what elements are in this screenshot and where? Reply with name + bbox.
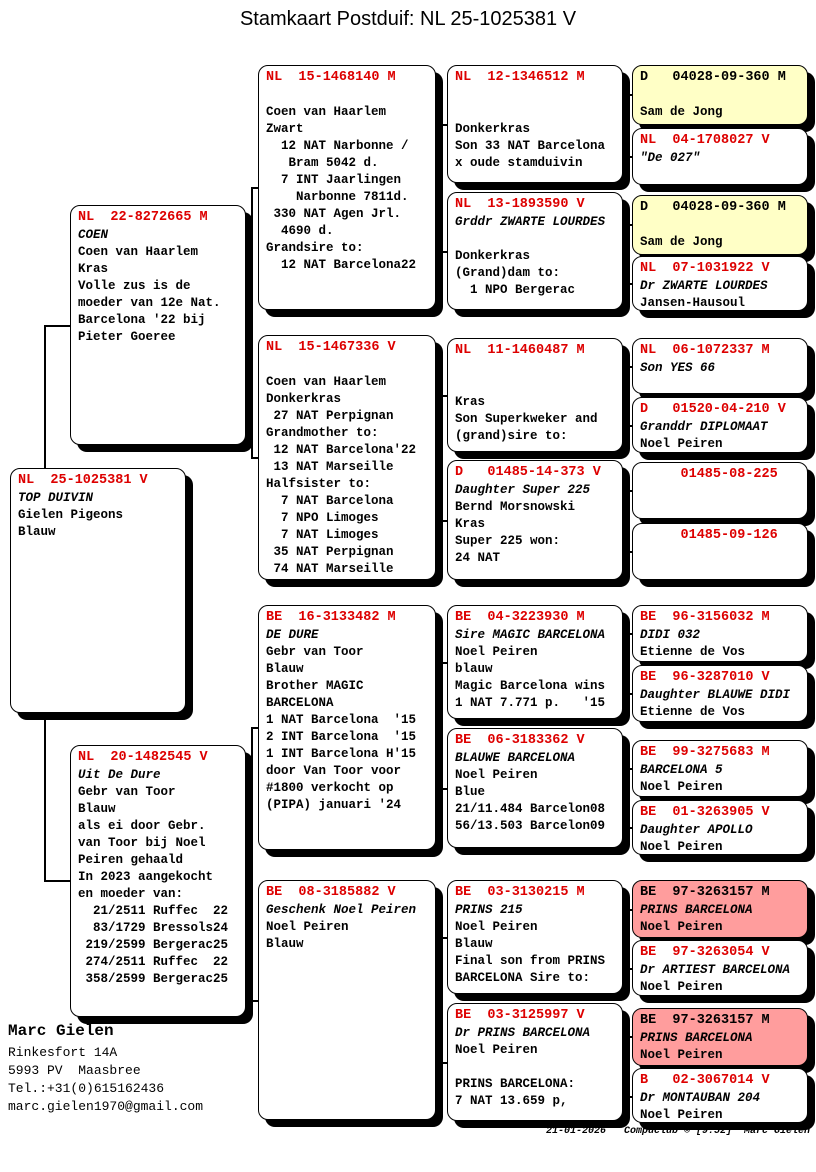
pedigree-text-line: Son Superkweker and xyxy=(455,412,598,426)
connector-line xyxy=(623,124,628,126)
pedigree-text-line: Noel Peiren xyxy=(640,1108,723,1122)
connector-line xyxy=(628,224,630,283)
pedigree-text-line xyxy=(455,1059,615,1076)
ring-number: BE 04-3223930 M xyxy=(455,610,585,625)
pedigree-text-line: In 2023 aangekocht xyxy=(78,870,214,884)
pedigree-text-line: 330 NAT Agen Jrl. xyxy=(266,207,402,221)
ring-number: D 01520-04-210 V xyxy=(640,402,786,417)
ring-number: NL 15-1468140 M xyxy=(266,70,396,85)
ring-number: NL 15-1467336 V xyxy=(266,340,396,355)
ring-number: D 04028-09-360 M xyxy=(640,70,786,85)
pedigree-text-line: Peiren gehaald xyxy=(78,853,184,867)
pedigree-text-line: Grandmother to: xyxy=(266,426,379,440)
pedigree-box-mother xyxy=(70,745,246,1017)
pigeon-name: DIDI 032 xyxy=(640,628,701,642)
pedigree-text-line: blauw xyxy=(455,662,493,676)
pedigree-text-line: 56/13.503 Barcelon09 xyxy=(455,819,606,833)
connector-line xyxy=(623,788,628,790)
pedigree-text-line: 358/2599 Bergerac25 xyxy=(78,972,229,986)
pedigree-text-line: en moeder van: xyxy=(78,887,184,901)
pedigree-box-gggp1 xyxy=(632,65,808,125)
ring-number: BE 16-3133482 M xyxy=(266,610,396,625)
connector-line xyxy=(623,662,628,664)
pedigree-text-line: Gielen Pigeons xyxy=(18,508,124,522)
pedigree-text-line: Gebr van Toor xyxy=(78,785,176,799)
pedigree-text-line xyxy=(455,87,615,104)
connector-line xyxy=(251,1000,258,1002)
pedigree-text-line: 219/2599 Bergerac25 xyxy=(78,938,229,952)
pedigree-box-ggp5 xyxy=(447,605,623,719)
pedigree-box-ggp1 xyxy=(447,65,623,183)
pedigree-text-line: Bernd Morsnowski xyxy=(455,500,576,514)
pigeon-name: PRINS BARCELONA xyxy=(640,903,753,917)
connector-line xyxy=(251,457,258,459)
pedigree-text-line: Halfsister to: xyxy=(266,477,372,491)
pedigree-text-line: 7 NAT 13.659 p, xyxy=(455,1094,568,1108)
owner-phone: Tel.:+31(0)615162436 xyxy=(8,1081,165,1096)
connector-line xyxy=(628,633,630,693)
connector-line xyxy=(623,395,628,397)
pedigree-text-line: Etienne de Vos xyxy=(640,705,746,719)
pedigree-text-line: 1 INT Barcelona H'15 xyxy=(266,747,417,761)
pedigree-text-line: Noel Peiren xyxy=(640,437,723,451)
connector-line xyxy=(251,727,258,729)
pedigree-text-line xyxy=(640,217,800,234)
pedigree-text-line: Narbonne 7811d. xyxy=(266,190,409,204)
ring-number: NL 25-1025381 V xyxy=(18,473,148,488)
owner-address-line: Rinkesfort 14A xyxy=(8,1045,118,1060)
pedigree-box-gp3 xyxy=(258,605,436,850)
ring-number: BE 97-3263054 V xyxy=(640,945,770,960)
connector-line xyxy=(628,94,630,156)
pedigree-text-line: 1 NAT Barcelona '15 xyxy=(266,713,417,727)
pigeon-name: Daughter BLAUWE DIDI xyxy=(640,688,791,702)
pedigree-text-line: Donkerkras xyxy=(455,249,531,263)
pigeon-name: TOP DUIVIN xyxy=(18,491,94,505)
ring-number: BE 96-3287010 V xyxy=(640,670,770,685)
pedigree-box-subject xyxy=(10,468,186,713)
pigeon-name: Geschenk Noel Peiren xyxy=(266,903,417,917)
pedigree-box-ggp7 xyxy=(447,880,623,994)
pigeon-name: Grddr ZWARTE LOURDES xyxy=(455,215,606,229)
pigeon-name: Daughter Super 225 xyxy=(455,483,591,497)
pedigree-text-line: 12 NAT Barcelona'22 xyxy=(266,443,417,457)
connector-line xyxy=(436,727,441,729)
pedigree-text-line: Sam de Jong xyxy=(640,235,723,249)
connector-line xyxy=(251,187,258,189)
connector-line xyxy=(441,124,443,251)
pedigree-text-line: Final son from PRINS xyxy=(455,954,606,968)
pedigree-text-line: door Van Toor voor xyxy=(266,764,402,778)
ring-number: BE 99-3275683 M xyxy=(640,745,770,760)
pedigree-text-line: 1 NPO Bergerac xyxy=(455,283,576,297)
ring-number: D 04028-09-360 M xyxy=(640,200,786,215)
pedigree-box-gp2 xyxy=(258,335,436,580)
pedigree-text-line: Barcelona '22 bij xyxy=(78,313,206,327)
pedigree-box-gggp13 xyxy=(632,880,808,938)
pedigree-text-line: Coen van Haarlem xyxy=(266,105,387,119)
connector-line xyxy=(628,366,630,425)
connector-line xyxy=(623,937,628,939)
pedigree-text-line: Noel Peiren xyxy=(455,768,538,782)
connector-line xyxy=(623,520,628,522)
pedigree-box-gggp7 xyxy=(632,462,808,519)
pedigree-text-line: Kras xyxy=(78,262,109,276)
ring-number: NL 06-1072337 M xyxy=(640,343,770,358)
pedigree-box-gggp5 xyxy=(632,338,808,394)
owner-address-line: 5993 PV Maasbree xyxy=(8,1063,141,1078)
pedigree-text-line: Noel Peiren xyxy=(640,780,723,794)
pedigree-text-line: Sam de Jong xyxy=(640,105,723,119)
ring-number: D 01485-14-373 V xyxy=(455,465,601,480)
print-footer: 21-01-2026 Compuclub © [9.52] Marc Gielen xyxy=(545,1126,810,1137)
pedigree-text-line: Noel Peiren xyxy=(640,840,723,854)
pedigree-text-line: 7 NAT Limoges xyxy=(266,528,379,542)
pedigree-text-line: Gebr van Toor xyxy=(266,645,364,659)
owner-block xyxy=(8,1018,203,1116)
pedigree-text-line xyxy=(640,87,800,104)
pedigree-text-line: 1 NAT 7.771 p. '15 xyxy=(455,696,606,710)
pedigree-text-line: moeder van 12e Nat. xyxy=(78,296,221,310)
pedigree-text-line: 274/2511 Ruffec 22 xyxy=(78,955,229,969)
pedigree-text-line: Blauw xyxy=(266,662,304,676)
ring-number: BE 01-3263905 V xyxy=(640,805,770,820)
pedigree-text-line: 83/1729 Bressols24 xyxy=(78,921,229,935)
connector-line xyxy=(441,937,443,1062)
ring-number: BE 03-3125997 V xyxy=(455,1008,585,1023)
pedigree-text-line: 27 NAT Perpignan xyxy=(266,409,394,423)
ring-number: NL 04-1708027 V xyxy=(640,133,770,148)
pedigree-text-line xyxy=(266,87,428,104)
pedigree-text-line: Blue xyxy=(455,785,486,799)
connector-line xyxy=(251,727,253,1000)
pigeon-name: DE DURE xyxy=(266,628,319,642)
pedigree-text-line: 4690 d. xyxy=(266,224,334,238)
connector-line xyxy=(441,395,443,520)
pedigree-text-line xyxy=(455,104,615,121)
pedigree-box-gggp2 xyxy=(632,128,808,185)
page-title: Stamkaart Postduif: NL 25-1025381 V xyxy=(239,8,577,30)
pigeon-name: Daughter APOLLO xyxy=(640,823,753,837)
pedigree-text-line: 74 NAT Marseille xyxy=(266,562,394,576)
connector-line xyxy=(628,768,630,827)
pedigree-text-line: Magic Barcelona wins xyxy=(455,679,606,693)
pedigree-text-line xyxy=(266,357,428,374)
pedigree-text-line: Blauw xyxy=(266,937,304,951)
pedigree-text-line: als ei door Gebr. xyxy=(78,819,206,833)
pedigree-text-line: Grandsire to: xyxy=(266,241,364,255)
connector-line xyxy=(628,1036,630,1096)
connector-line xyxy=(628,490,630,551)
pigeon-name: Granddr DIPLOMAAT xyxy=(640,420,768,434)
pedigree-box-gggp12 xyxy=(632,800,808,855)
ring-number: BE 08-3185882 V xyxy=(266,885,396,900)
pedigree-text-line: PRINS BARCELONA: xyxy=(455,1077,576,1091)
pigeon-name: Dr MONTAUBAN 204 xyxy=(640,1091,761,1105)
ring-number: BE 97-3263157 M xyxy=(640,1013,770,1028)
ring-number: BE 03-3130215 M xyxy=(455,885,585,900)
ring-number: NL 20-1482545 V xyxy=(78,750,208,765)
pedigree-text-line: (Grand)dam to: xyxy=(455,266,561,280)
pedigree-box-ggp6 xyxy=(447,728,623,848)
pedigree-text-line: Blauw xyxy=(455,937,493,951)
pedigree-text-line: 7 INT Jaarlingen xyxy=(266,173,402,187)
pedigree-text-line: 12 NAT Barcelona22 xyxy=(266,258,417,272)
pedigree-text-line: Blauw xyxy=(78,802,116,816)
pedigree-box-gp1 xyxy=(258,65,436,310)
pedigree-text-line: Kras xyxy=(455,517,486,531)
ring-number: NL 07-1031922 V xyxy=(640,261,770,276)
pigeon-name: Dr PRINS BARCELONA xyxy=(455,1026,591,1040)
pedigree-text-line: (grand)sire to: xyxy=(455,429,568,443)
pedigree-text-line: Noel Peiren xyxy=(455,1043,538,1057)
pigeon-name: Son YES 66 xyxy=(640,361,716,375)
pedigree-text-line: 13 NAT Marseille xyxy=(266,460,394,474)
ring-number: B 02-3067014 V xyxy=(640,1073,770,1088)
ring-number: BE 06-3183362 V xyxy=(455,733,585,748)
connector-line xyxy=(44,325,70,327)
pedigree-text-line: 21/11.484 Barcelon08 xyxy=(455,802,606,816)
ring-number: 01485-09-126 xyxy=(640,528,778,543)
connector-line xyxy=(251,187,253,457)
pedigree-text-line: (PIPA) januari '24 xyxy=(266,798,402,812)
pedigree-text-line: Noel Peiren xyxy=(455,645,538,659)
pedigree-box-gggp14 xyxy=(632,940,808,996)
pigeon-name: Dr ZWARTE LOURDES xyxy=(640,279,768,293)
pedigree-text-line: 21/2511 Ruffec 22 xyxy=(78,904,229,918)
connector-line xyxy=(246,325,251,327)
pedigree-box-ggp3 xyxy=(447,338,623,452)
pedigree-text-line: Noel Peiren xyxy=(266,920,349,934)
pedigree-text-line: Noel Peiren xyxy=(640,920,723,934)
pedigree-text-line: 2 INT Barcelona '15 xyxy=(266,730,417,744)
owner-email: marc.gielen1970@gmail.com xyxy=(8,1099,204,1114)
connector-line xyxy=(436,457,441,459)
pedigree-text-line: 12 NAT Narbonne / xyxy=(266,139,409,153)
pigeon-name: BLAUWE BARCELONA xyxy=(455,751,576,765)
pedigree-box-gggp15 xyxy=(632,1008,808,1066)
pedigree-box-ggp2 xyxy=(447,192,623,310)
pedigree-text-line: van Toor bij Noel xyxy=(78,836,206,850)
pedigree-text-line: Son 33 NAT Barcelona xyxy=(455,139,606,153)
ring-number: NL 11-1460487 M xyxy=(455,343,585,358)
pedigree-text-line: 7 NPO Limoges xyxy=(266,511,379,525)
pedigree-text-line: Etienne de Vos xyxy=(640,645,746,659)
pedigree-text-line: #1800 verkocht op xyxy=(266,781,394,795)
pigeon-name: Dr ARTIEST BARCELONA xyxy=(640,963,791,977)
pedigree-text-line: Super 225 won: xyxy=(455,534,561,548)
pedigree-text-line xyxy=(455,231,615,248)
pedigree-box-gggp10 xyxy=(632,665,808,722)
pedigree-text-line xyxy=(455,377,615,394)
pedigree-box-ggp8 xyxy=(447,1003,623,1121)
pedigree-text-line: 35 NAT Perpignan xyxy=(266,545,394,559)
pigeon-name: Sire MAGIC BARCELONA xyxy=(455,628,606,642)
ring-number: BE 97-3263157 M xyxy=(640,885,770,900)
connector-line xyxy=(623,251,628,253)
pedigree-text-line: Noel Peiren xyxy=(640,1048,723,1062)
ring-number: NL 12-1346512 M xyxy=(455,70,585,85)
connector-line xyxy=(441,662,443,788)
pedigree-text-line: Brother MAGIC xyxy=(266,679,364,693)
pedigree-text-line: Coen van Haarlem xyxy=(78,245,199,259)
pedigree-text-line: Noel Peiren xyxy=(455,920,538,934)
pedigree-box-gggp4 xyxy=(632,256,808,311)
ring-number: BE 96-3156032 M xyxy=(640,610,770,625)
pedigree-box-ggp4 xyxy=(447,460,623,580)
pedigree-text-line xyxy=(455,360,615,377)
pedigree-box-father xyxy=(70,205,246,445)
pigeon-name: COEN xyxy=(78,228,109,242)
pedigree-text-line: BARCELONA xyxy=(266,696,334,710)
pedigree-box-gggp16 xyxy=(632,1068,808,1123)
pedigree-text-line: Jansen-Hausoul xyxy=(640,296,746,310)
pedigree-box-gggp8 xyxy=(632,523,808,580)
pigeon-name: BARCELONA 5 xyxy=(640,763,723,777)
pedigree-text-line: Donkerkras xyxy=(455,122,531,136)
pedigree-text-line: Kras xyxy=(455,395,486,409)
connector-line xyxy=(436,187,441,189)
pedigree-box-gp4 xyxy=(258,880,436,1120)
connector-line xyxy=(623,1062,628,1064)
pedigree-text-line: Volle zus is de xyxy=(78,279,191,293)
pigeon-name: "De 027" xyxy=(640,151,701,165)
pedigree-text-line: Blauw xyxy=(18,525,56,539)
pedigree-text-line: x oude stamduivin xyxy=(455,156,583,170)
connector-line xyxy=(628,909,630,968)
connector-line xyxy=(44,880,70,882)
pedigree-text-line: Bram 5042 d. xyxy=(266,156,379,170)
pigeon-name: PRINS BARCELONA xyxy=(640,1031,753,1045)
pedigree-text-line: Noel Peiren xyxy=(640,980,723,994)
connector-line xyxy=(246,880,251,882)
pedigree-text-line: Donkerkras xyxy=(266,392,342,406)
owner-name: Marc Gielen xyxy=(8,1022,114,1040)
ring-number: NL 13-1893590 V xyxy=(455,197,585,212)
pedigree-text-line: BARCELONA Sire to: xyxy=(455,971,591,985)
pedigree-text-line: 24 NAT xyxy=(455,551,501,565)
pigeon-name: PRINS 215 xyxy=(455,903,523,917)
ring-number: 01485-08-225 xyxy=(640,467,778,482)
pigeon-name: Uit De Dure xyxy=(78,768,161,782)
pedigree-text-line: Zwart xyxy=(266,122,304,136)
pedigree-box-gggp11 xyxy=(632,740,808,797)
ring-number: NL 22-8272665 M xyxy=(78,210,208,225)
pedigree-box-gggp9 xyxy=(632,605,808,662)
pedigree-box-gggp3 xyxy=(632,195,808,255)
connector-line xyxy=(436,1000,441,1002)
pedigree-text-line: 7 NAT Barcelona xyxy=(266,494,394,508)
pedigree-text-line: Pieter Goeree xyxy=(78,330,176,344)
pedigree-text-line: Coen van Haarlem xyxy=(266,375,387,389)
pedigree-box-gggp6 xyxy=(632,397,808,453)
